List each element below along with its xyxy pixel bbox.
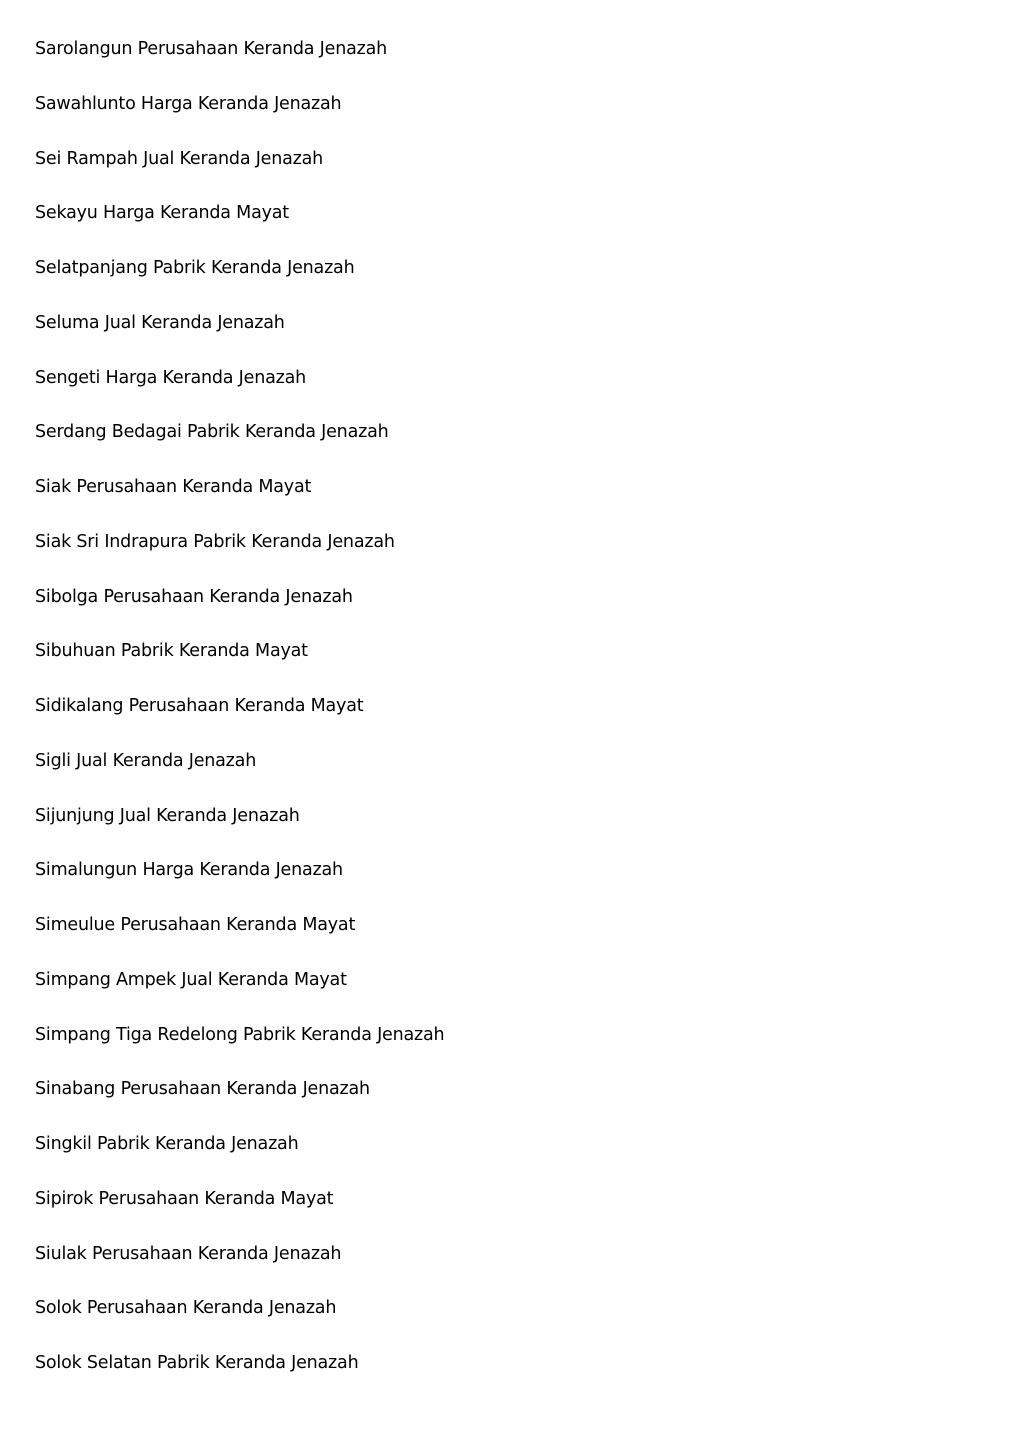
list-item[interactable] — [35, 1296, 444, 1351]
list-item-link[interactable]: Sigli Jual Keranda Jenazah — [35, 750, 257, 771]
keyword-list — [35, 37, 444, 1406]
list-item[interactable] — [35, 1077, 444, 1132]
list-item-link[interactable]: Solok Perusahaan Keranda Jenazah — [35, 1298, 337, 1319]
list-item-link[interactable]: Simeulue Perusahaan Keranda Mayat — [35, 915, 356, 935]
list-item-link[interactable]: Sei Rampah Jual Keranda Jenazah — [35, 148, 324, 169]
list-item[interactable] — [35, 639, 444, 694]
list-item-link[interactable]: Siak Perusahaan Keranda Mayat — [35, 477, 312, 497]
list-item-link[interactable]: Sidikalang Perusahaan Keranda Mayat — [35, 696, 364, 716]
list-item[interactable] — [35, 585, 444, 640]
list-item-link[interactable]: Seluma Jual Keranda Jenazah — [35, 312, 285, 333]
list-item-link[interactable]: Sengeti Harga Keranda Jenazah — [35, 367, 307, 388]
list-item[interactable] — [35, 968, 444, 1023]
list-item[interactable] — [35, 858, 444, 913]
list-item-link[interactable]: Serdang Bedagai Pabrik Keranda Jenazah — [35, 422, 389, 443]
list-item-link[interactable]: Simalungun Harga Keranda Jenazah — [35, 860, 343, 881]
list-item[interactable] — [35, 92, 444, 147]
list-item[interactable] — [35, 913, 444, 968]
list-item[interactable] — [35, 201, 444, 256]
list-item-link[interactable]: Sekayu Harga Keranda Mayat — [35, 203, 289, 224]
list-item-link[interactable]: Siulak Perusahaan Keranda Jenazah — [35, 1243, 342, 1264]
list-item[interactable] — [35, 1132, 444, 1187]
list-item-link[interactable]: Sinabang Perusahaan Keranda Jenazah — [35, 1079, 370, 1100]
list-item[interactable] — [35, 37, 444, 92]
list-item-link[interactable]: Singkil Pabrik Keranda Jenazah — [35, 1134, 299, 1154]
list-item[interactable] — [35, 1242, 444, 1297]
list-item-link[interactable]: Simpang Tiga Redelong Pabrik Keranda Jenazah — [35, 1024, 445, 1045]
list-item[interactable] — [35, 1187, 444, 1242]
list-item[interactable] — [35, 804, 444, 859]
list-item-link[interactable]: Siak Sri Indrapura Pabrik Keranda Jenazah — [35, 531, 395, 552]
list-item[interactable] — [35, 475, 444, 530]
list-item[interactable] — [35, 530, 444, 585]
list-item-link[interactable]: Selatpanjang Pabrik Keranda Jenazah — [35, 258, 355, 278]
list-item[interactable] — [35, 256, 444, 311]
list-item[interactable] — [35, 749, 444, 804]
list-item-link[interactable]: Sipirok Perusahaan Keranda Mayat — [35, 1188, 334, 1209]
list-item-link[interactable]: Sarolangun Perusahaan Keranda Jenazah — [35, 39, 388, 59]
list-item[interactable] — [35, 1023, 444, 1078]
list-item-link[interactable]: Sijunjung Jual Keranda Jenazah — [35, 805, 300, 826]
list-item[interactable] — [35, 694, 444, 749]
list-item-link[interactable]: Solok Selatan Pabrik Keranda Jenazah — [35, 1353, 359, 1373]
list-item-link[interactable]: Sibolga Perusahaan Keranda Jenazah — [35, 586, 353, 607]
list-item-link[interactable]: Sibuhuan Pabrik Keranda Mayat — [35, 641, 308, 662]
list-item-link[interactable]: Sawahlunto Harga Keranda Jenazah — [35, 93, 342, 114]
list-item[interactable] — [35, 366, 444, 421]
list-item[interactable] — [35, 147, 444, 202]
list-item[interactable] — [35, 311, 444, 366]
list-item[interactable] — [35, 1351, 444, 1406]
list-item-link[interactable]: Simpang Ampek Jual Keranda Mayat — [35, 969, 347, 990]
list-item[interactable] — [35, 420, 444, 475]
